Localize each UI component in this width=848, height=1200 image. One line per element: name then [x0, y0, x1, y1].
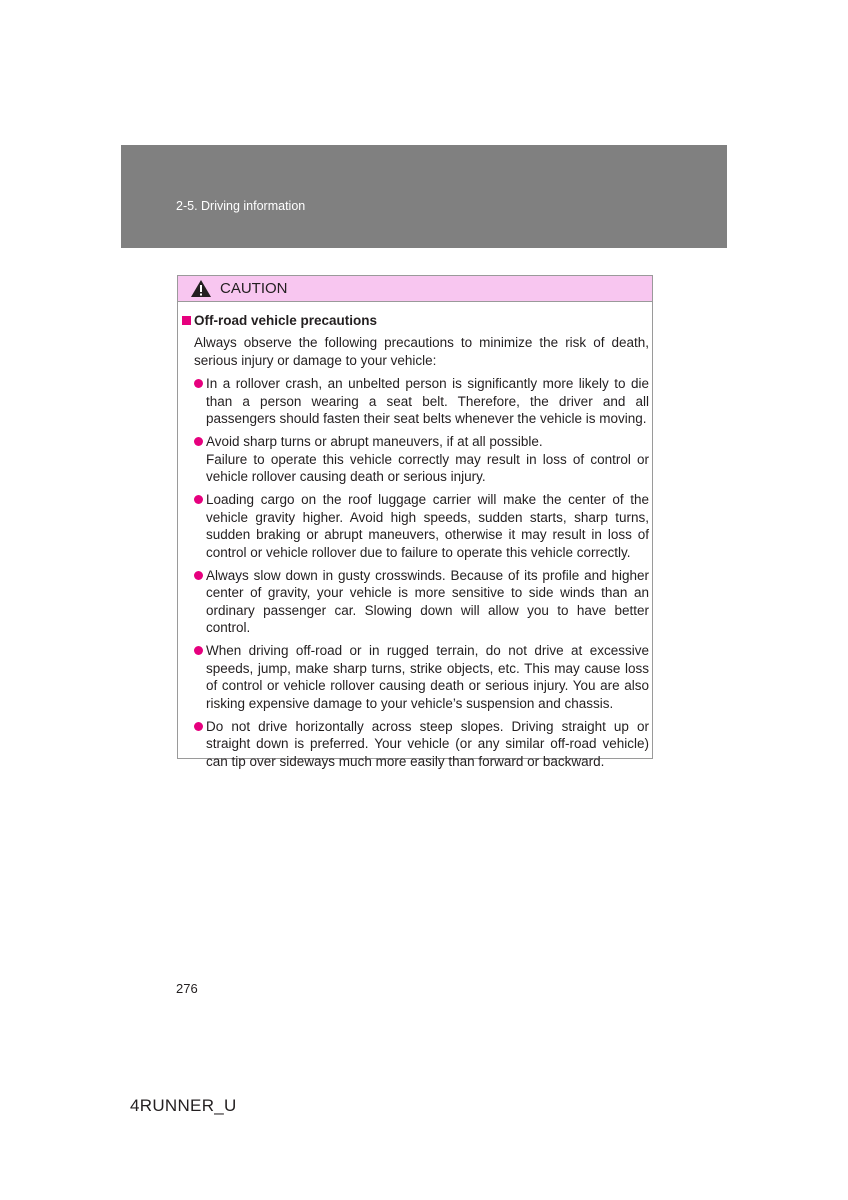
- caution-box: [177, 275, 653, 769]
- circle-bullet-icon: [194, 722, 203, 731]
- subheading: [182, 313, 377, 328]
- list-item-continuation: Failure to operate this vehicle correctly may result in loss of control or vehicle rollover causing death or serious injury.: [206, 451, 649, 484]
- list-item-line: Avoid sharp turns or abrupt maneuvers, if at all possible.: [206, 434, 543, 449]
- list-item: [194, 375, 649, 428]
- caution-header: [178, 276, 652, 302]
- list-item-text: When driving off-road or in rugged terrain, do not drive at excessive speeds, jump, make sharp turns, strike objects, etc. This may cause loss of control or vehicle rollover causing death or serious injury. You are also risking expensive damage to your vehicle’s suspension and chassis.: [206, 643, 649, 711]
- circle-bullet-icon: [194, 571, 203, 580]
- square-bullet-icon: [182, 316, 191, 325]
- list-item-text: [206, 433, 649, 486]
- section-title: 2-5. Driving information: [176, 199, 306, 213]
- circle-bullet-icon: [194, 495, 203, 504]
- circle-bullet-icon: [194, 379, 203, 388]
- model-code: 4RUNNER_U: [130, 1096, 237, 1115]
- circle-bullet-icon: [194, 437, 203, 446]
- bullet-list: [194, 375, 649, 776]
- section-header-band: [121, 145, 727, 248]
- list-item-text: Loading cargo on the roof luggage carrier will make the center of the vehicle gravity higher. Avoid high speeds, sudden starts, sharp turns, sudden braking or abrupt maneuvers, otherwise it may result in loss of control or vehicle rollover due to failure to operate this vehicle correctly.: [206, 492, 649, 560]
- list-item: [194, 642, 649, 712]
- list-item: [194, 491, 649, 561]
- list-item: [194, 567, 649, 637]
- caution-label: CAUTION: [220, 280, 288, 297]
- list-item-text: Do not drive horizontally across steep slopes. Driving straight up or straight down is preferred. Your vehicle (or any similar off-road vehicle) can tip over sideways much more easily than forward or backward.: [206, 718, 649, 769]
- circle-bullet-icon: [194, 646, 203, 655]
- page-number: 276: [176, 981, 198, 996]
- subheading-text: Off-road vehicle precautions: [194, 313, 378, 328]
- list-item: [194, 718, 649, 771]
- intro-paragraph: Always observe the following precautions to minimize the risk of death, serious injury or damage to your vehicle:: [194, 335, 649, 368]
- list-item-text: Always slow down in gusty crosswinds. Because of its profile and higher center of gravity, your vehicle is more sensitive to side winds than an ordinary passenger car. Slowing down will allow you to have better control.: [206, 567, 649, 635]
- warning-triangle-icon: [190, 279, 212, 298]
- list-item: [194, 433, 649, 486]
- list-item-text: In a rollover crash, an unbelted person is significantly more likely to die than a person wearing a seat belt. Therefore, the driver and all passengers should fasten their seat belts whenever the vehicle is moving.: [206, 376, 649, 426]
